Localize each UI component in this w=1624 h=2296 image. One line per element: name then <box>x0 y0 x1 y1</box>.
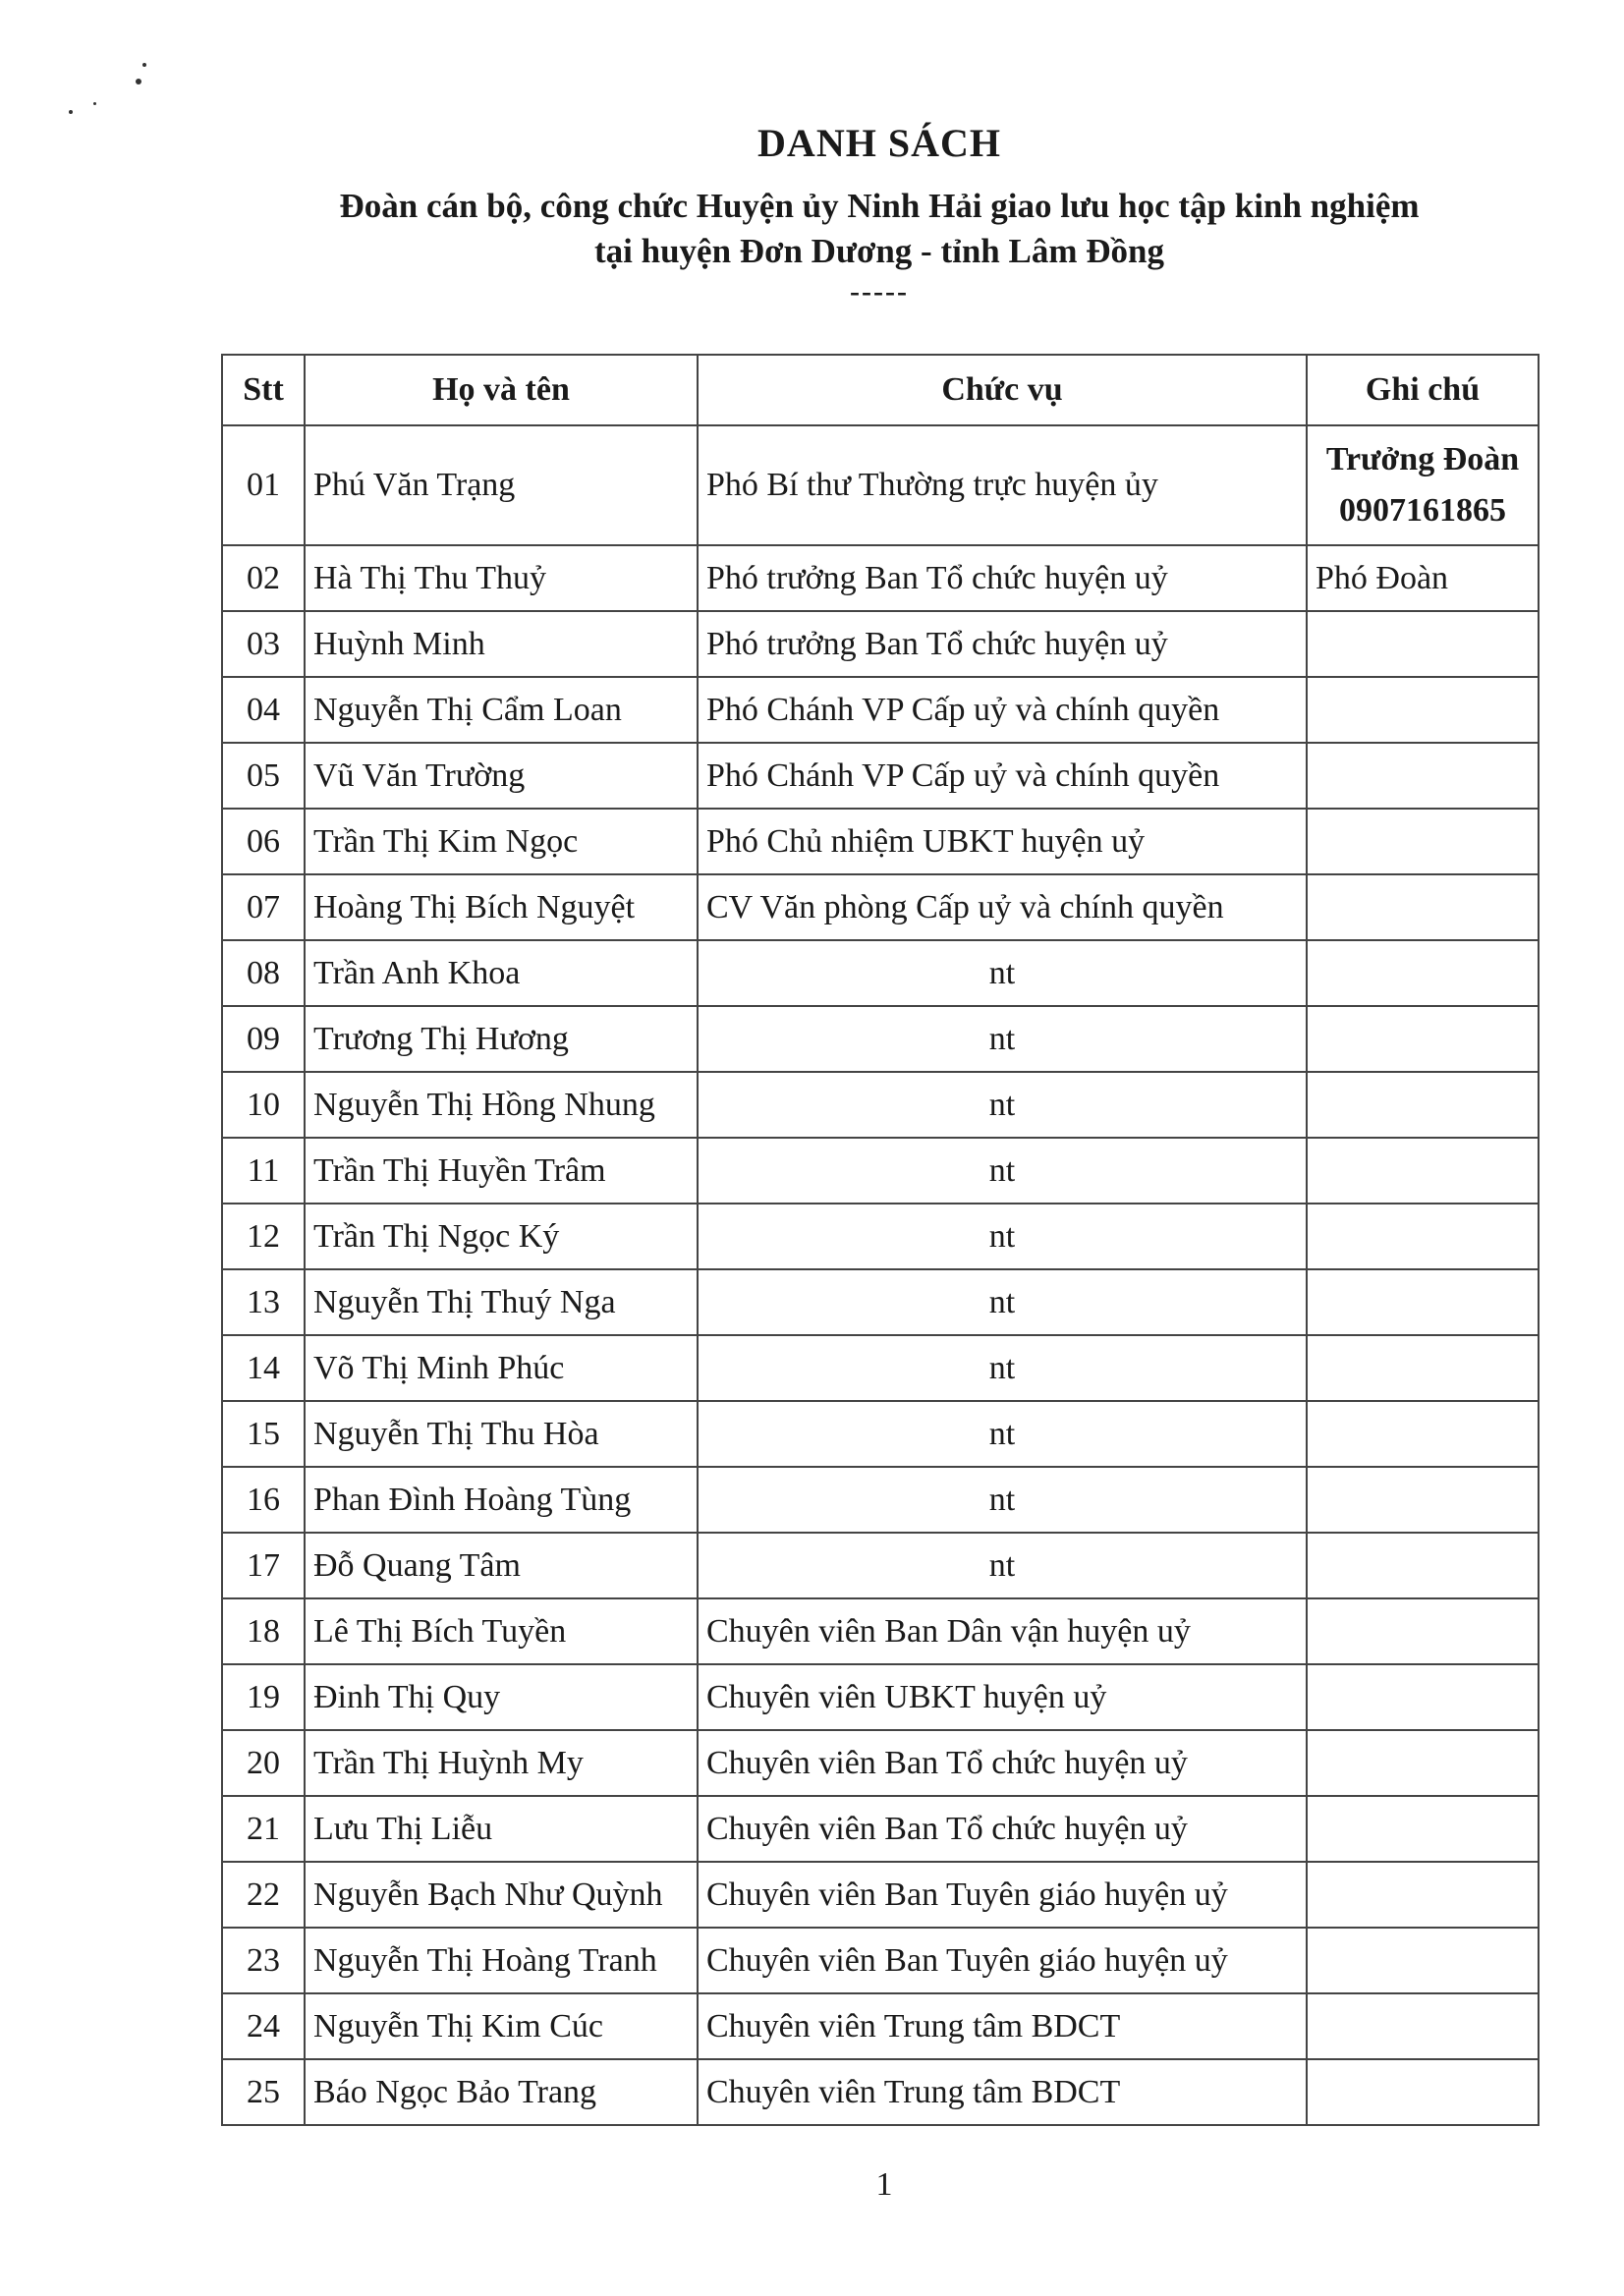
cell-role: nt <box>698 1533 1307 1598</box>
cell-role: Chuyên viên Trung tâm BDCT <box>698 2059 1307 2125</box>
cell-stt: 20 <box>222 1730 305 1796</box>
document-subtitle-line2: tại huyện Đơn Dương - tỉnh Lâm Đồng <box>593 232 1164 270</box>
cell-note <box>1307 1862 1539 1928</box>
document-title: DANH SÁCH <box>757 121 1001 165</box>
table-row <box>222 874 1539 940</box>
cell-role: nt <box>698 1072 1307 1138</box>
table-row <box>222 1533 1539 1598</box>
cell-name: Võ Thị Minh Phúc <box>305 1335 698 1401</box>
cell-stt: 10 <box>222 1072 305 1138</box>
table-row <box>222 1204 1539 1269</box>
cell-role: Phó Bí thư Thường trực huyện ủy <box>698 425 1307 545</box>
cell-name: Vũ Văn Trường <box>305 743 698 809</box>
cell-name: Hoàng Thị Bích Nguyệt <box>305 874 698 940</box>
cell-role: Chuyên viên Ban Tổ chức huyện uỷ <box>698 1796 1307 1862</box>
cell-name: Trương Thị Hương <box>305 1006 698 1072</box>
cell-stt: 21 <box>222 1796 305 1862</box>
cell-stt: 17 <box>222 1533 305 1598</box>
table-row <box>222 1730 1539 1796</box>
cell-stt: 09 <box>222 1006 305 1072</box>
cell-role: Chuyên viên Ban Tuyên giáo huyện uỷ <box>698 1928 1307 1993</box>
table-row <box>222 1796 1539 1862</box>
table-row <box>222 1006 1539 1072</box>
cell-name: Huỳnh Minh <box>305 611 698 677</box>
cell-note <box>1307 1993 1539 2059</box>
table-row <box>222 940 1539 1006</box>
cell-note <box>1307 809 1539 874</box>
table-row <box>222 677 1539 743</box>
cell-stt: 16 <box>222 1467 305 1533</box>
cell-name: Nguyễn Thị Thuý Nga <box>305 1269 698 1335</box>
cell-note <box>1307 1269 1539 1335</box>
cell-note <box>1307 1928 1539 1993</box>
cell-stt: 04 <box>222 677 305 743</box>
table-row <box>222 1335 1539 1401</box>
separator: ----- <box>850 275 909 308</box>
cell-name: Lê Thị Bích Tuyền <box>305 1598 698 1664</box>
cell-note <box>1307 874 1539 940</box>
cell-name: Đỗ Quang Tâm <box>305 1533 698 1598</box>
table-row <box>222 1598 1539 1664</box>
cell-name: Trần Anh Khoa <box>305 940 698 1006</box>
cell-stt: 13 <box>222 1269 305 1335</box>
note-line: Trưởng Đoàn <box>1325 441 1520 477</box>
cell-stt: 11 <box>222 1138 305 1204</box>
cell-note <box>1307 1533 1539 1598</box>
cell-note <box>1307 1138 1539 1204</box>
cell-stt: 24 <box>222 1993 305 2059</box>
table-row <box>222 2059 1539 2125</box>
cell-name: Phan Đình Hoàng Tùng <box>305 1467 698 1533</box>
cell-stt: 07 <box>222 874 305 940</box>
cell-stt: 02 <box>222 545 305 611</box>
cell-stt: 06 <box>222 809 305 874</box>
header-role: Chức vụ <box>698 355 1307 425</box>
cell-note <box>1307 1401 1539 1467</box>
cell-stt: 18 <box>222 1598 305 1664</box>
table-row <box>222 1928 1539 1993</box>
note-phone: 0907161865 <box>1339 492 1506 529</box>
table-row <box>222 1467 1539 1533</box>
cell-role: Chuyên viên Ban Tổ chức huyện uỷ <box>698 1730 1307 1796</box>
cell-role: Chuyên viên Ban Tuyên giáo huyện uỷ <box>698 1862 1307 1928</box>
cell-name: Nguyễn Thị Kim Cúc <box>305 1993 698 2059</box>
cell-note <box>1307 2059 1539 2125</box>
cell-stt: 15 <box>222 1401 305 1467</box>
table-row <box>222 545 1539 611</box>
header-note: Ghi chú <box>1307 355 1539 425</box>
cell-role: Phó trưởng Ban Tổ chức huyện uỷ <box>698 545 1307 611</box>
cell-role: CV Văn phòng Cấp uỷ và chính quyền <box>698 874 1307 940</box>
table-row <box>222 1138 1539 1204</box>
document-subtitle-line1: Đoàn cán bộ, công chức Huyện ủy Ninh Hải giao lưu học tập kinh nghiệm <box>339 187 1420 225</box>
cell-role: nt <box>698 1204 1307 1269</box>
table-header-row <box>222 355 1539 425</box>
table-row <box>222 809 1539 874</box>
table-row <box>222 1993 1539 2059</box>
table-row <box>222 1269 1539 1335</box>
cell-name: Báo Ngọc Bảo Trang <box>305 2059 698 2125</box>
cell-role: Phó Chánh VP Cấp uỷ và chính quyền <box>698 743 1307 809</box>
cell-stt: 23 <box>222 1928 305 1993</box>
cell-note <box>1307 1467 1539 1533</box>
cell-name: Trần Thị Kim Ngọc <box>305 809 698 874</box>
header-stt: Stt <box>222 355 305 425</box>
cell-role: nt <box>698 1401 1307 1467</box>
table-row <box>222 1664 1539 1730</box>
cell-stt: 08 <box>222 940 305 1006</box>
cell-note <box>1307 1335 1539 1401</box>
table-row <box>222 1072 1539 1138</box>
cell-stt: 05 <box>222 743 305 809</box>
table-body <box>222 425 1539 2125</box>
table-row <box>222 743 1539 809</box>
cell-role: Phó Chánh VP Cấp uỷ và chính quyền <box>698 677 1307 743</box>
cell-note <box>1307 1204 1539 1269</box>
table-row <box>222 425 1539 545</box>
cell-name: Trần Thị Huỳnh My <box>305 1730 698 1796</box>
cell-stt: 19 <box>222 1664 305 1730</box>
cell-name: Nguyễn Bạch Như Quỳnh <box>305 1862 698 1928</box>
cell-role: Phó Chủ nhiệm UBKT huyện uỷ <box>698 809 1307 874</box>
cell-role: nt <box>698 1335 1307 1401</box>
cell-note <box>1307 1730 1539 1796</box>
cell-role: Chuyên viên UBKT huyện uỷ <box>698 1664 1307 1730</box>
cell-stt: 25 <box>222 2059 305 2125</box>
cell-name: Hà Thị Thu Thuỷ <box>305 545 698 611</box>
cell-name: Trần Thị Ngọc Ký <box>305 1204 698 1269</box>
page-number: 1 <box>875 2166 893 2203</box>
cell-note <box>1307 940 1539 1006</box>
cell-stt: 12 <box>222 1204 305 1269</box>
table-row <box>222 1862 1539 1928</box>
cell-name: Nguyễn Thị Hoàng Tranh <box>305 1928 698 1993</box>
cell-role: Chuyên viên Ban Dân vận huyện uỷ <box>698 1598 1307 1664</box>
header-name: Họ và tên <box>305 355 698 425</box>
cell-note <box>1307 425 1539 545</box>
cell-role: nt <box>698 1269 1307 1335</box>
cell-name: Đinh Thị Quy <box>305 1664 698 1730</box>
cell-name: Lưu Thị Liễu <box>305 1796 698 1862</box>
cell-note <box>1307 1796 1539 1862</box>
cell-note: Phó Đoàn <box>1307 545 1539 611</box>
scan-speck <box>69 110 73 114</box>
scan-speck <box>136 79 141 84</box>
cell-note <box>1307 1072 1539 1138</box>
cell-name: Nguyễn Thị Thu Hòa <box>305 1401 698 1467</box>
cell-note <box>1307 1006 1539 1072</box>
cell-name: Nguyễn Thị Hồng Nhung <box>305 1072 698 1138</box>
cell-role: nt <box>698 1467 1307 1533</box>
cell-name: Phú Văn Trạng <box>305 425 698 545</box>
cell-role: nt <box>698 1138 1307 1204</box>
table-row <box>222 611 1539 677</box>
cell-note <box>1307 611 1539 677</box>
cell-role: nt <box>698 1006 1307 1072</box>
cell-stt: 14 <box>222 1335 305 1401</box>
table-row <box>222 1401 1539 1467</box>
cell-note <box>1307 1598 1539 1664</box>
cell-note <box>1307 743 1539 809</box>
cell-name: Trần Thị Huyền Trâm <box>305 1138 698 1204</box>
cell-note <box>1307 1664 1539 1730</box>
cell-role: nt <box>698 940 1307 1006</box>
cell-stt: 22 <box>222 1862 305 1928</box>
cell-note <box>1307 677 1539 743</box>
cell-name: Nguyễn Thị Cẩm Loan <box>305 677 698 743</box>
scan-speck <box>142 63 146 67</box>
cell-stt: 03 <box>222 611 305 677</box>
scan-speck <box>93 102 96 105</box>
delegation-table <box>221 354 1540 2126</box>
cell-role: Chuyên viên Trung tâm BDCT <box>698 1993 1307 2059</box>
cell-role: Phó trưởng Ban Tổ chức huyện uỷ <box>698 611 1307 677</box>
cell-stt: 01 <box>222 425 305 545</box>
